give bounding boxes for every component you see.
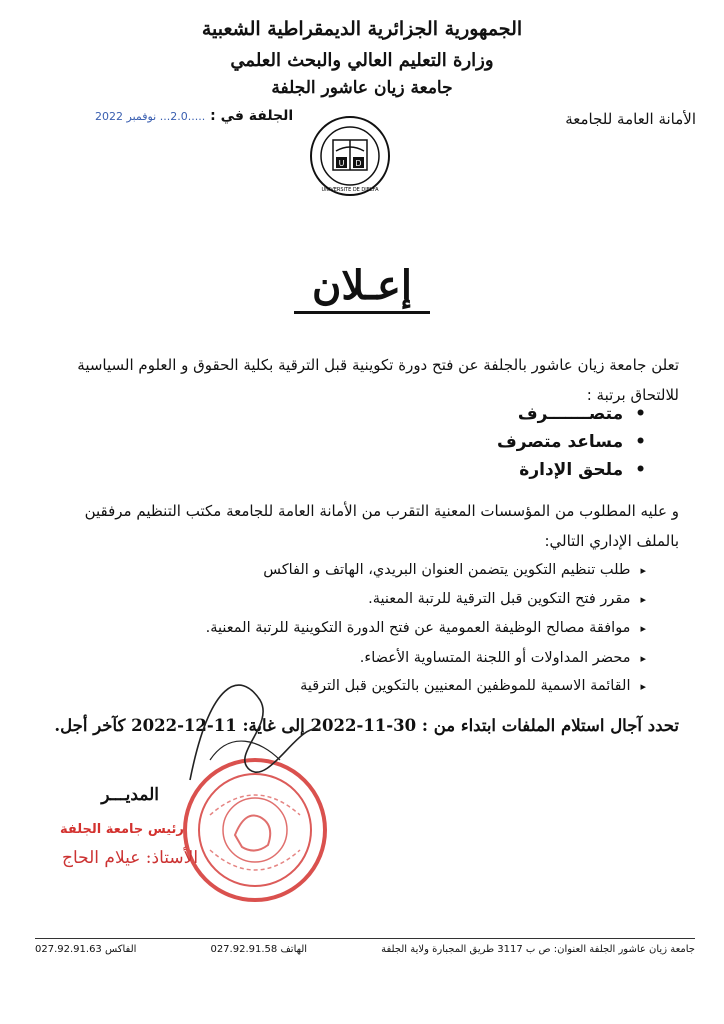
footer bbox=[35, 944, 695, 955]
secretariat-label: الأمانة العامة للجامعة bbox=[565, 110, 696, 128]
place-date bbox=[95, 108, 293, 124]
footer-address: جامعة زيان عاشور الجلفة العنوان: ص ب 3117 طريق المجبارة ولاية الجلفة bbox=[381, 944, 695, 955]
rank-item: • مساعد متصرف bbox=[497, 432, 646, 452]
svg-text:D: D bbox=[355, 159, 362, 168]
stamp-text-title: رئيس جامعة الجلفة bbox=[60, 822, 184, 837]
intro-paragraph: تعلن جامعة زيان عاشور بالجلفة عن فتح دورة تكوينية قبل الترقية بكلية الحقوق و العلوم السياسية للالتحاق برتبة : bbox=[77, 356, 679, 404]
director-label: المديـــر bbox=[101, 785, 159, 805]
rank-item: • متصـــــــرف bbox=[518, 404, 646, 424]
svg-text:U: U bbox=[338, 159, 345, 168]
document-item: ▸ مقرر فتح التكوين قبل الترقية للرتبة المعنية. bbox=[368, 591, 646, 607]
university-logo-icon bbox=[300, 115, 400, 197]
header-republic: الجمهورية الجزائرية الديمقراطية الشعبية bbox=[201, 18, 523, 40]
date-value: .....2.0... نوفمبر 2022 bbox=[95, 110, 206, 123]
announcement-title: إعـلان bbox=[0, 262, 724, 309]
signature-icon bbox=[170, 660, 330, 800]
header-ministry: وزارة التعليم العالي والبحث العلمي bbox=[230, 50, 494, 71]
deadline-statement: تحدد آجال استلام الملفات ابتداء من : 30-11-2022 إلى غاية: 11-12-2022 كآخر أجل. bbox=[54, 716, 679, 735]
place-label: الجلفة في : bbox=[210, 108, 294, 124]
stamp-text-name: الأستاذ: عيلام الحاج bbox=[62, 848, 199, 868]
document-item: ▸ موافقة مصالح الوظيفة العمومية عن فتح الدورة التكوينية للرتبة المعنية. bbox=[206, 620, 646, 636]
footer-fax: الفاكس 027.92.91.63 bbox=[35, 944, 137, 955]
footer-phone: الهاتف 027.92.91.58 bbox=[210, 944, 308, 955]
logo-text: UNIVERSITE DE DJELFA bbox=[321, 187, 379, 193]
header-university: جامعة زيان عاشور الجلفة bbox=[271, 78, 453, 98]
document-item: ▸ القائمة الاسمية للموظفين المعنيين بالتكوين قبل الترقية bbox=[300, 678, 646, 694]
document-item: ▸ محضر المداولات أو اللجنة المتساوية الأعضاء. bbox=[360, 650, 646, 666]
document-item: ▸ طلب تنظيم التكوين يتضمن العنوان البريدي، الهاتف و الفاكس bbox=[263, 562, 646, 578]
rank-item: • ملحق الإدارة bbox=[519, 460, 646, 480]
requirement-paragraph: و عليه المطلوب من المؤسسات المعنية التقرب من الأمانة العامة للجامعة مكتب التنظيم مرفقين بالملف الإداري التالي: bbox=[84, 502, 679, 550]
footer-divider bbox=[35, 938, 695, 939]
